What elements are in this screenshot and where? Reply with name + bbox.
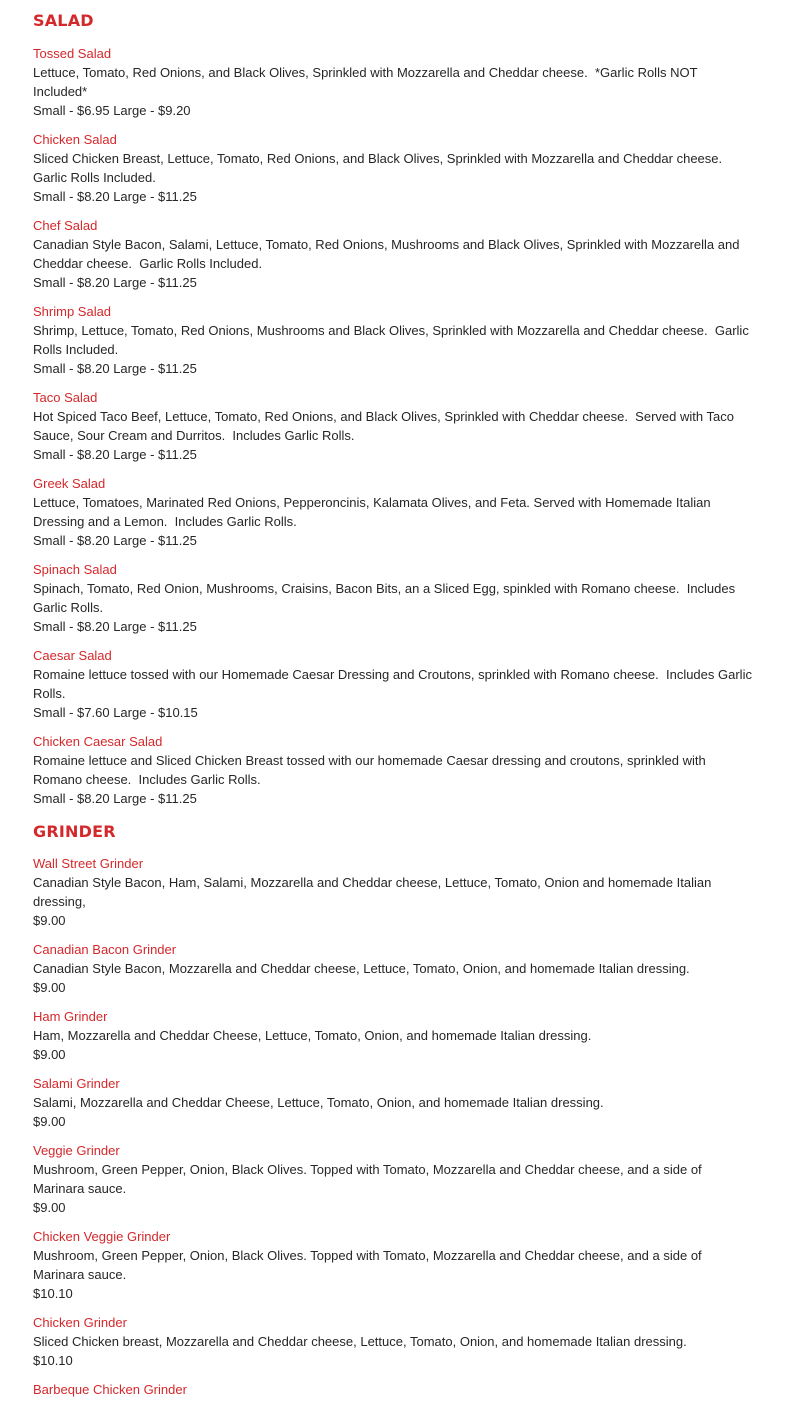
menu-item-name: Wall Street Grinder bbox=[33, 856, 144, 871]
menu-item-description: Canadian Style Bacon, Mozzarella and Cheddar cheese, Lettuce, Tomato, Onion, and homemade Italian dressing. bbox=[33, 961, 690, 976]
menu-item-name: Chicken Caesar Salad bbox=[33, 734, 163, 749]
menu-item-description: Lettuce, Tomatoes, Marinated Red Onions, Pepperoncinis, Kalamata Olives, and Feta. Served with Homemade Italian Dressing and a Lemon. Includes Garlic Rolls. bbox=[33, 495, 715, 529]
menu-item-price: $9.00 bbox=[33, 980, 66, 995]
menu-item-price: $10.10 bbox=[33, 1353, 73, 1368]
menu-item-price: Small - $8.20 Large - $11.25 bbox=[33, 619, 197, 634]
menu-item-name: Ham Grinder bbox=[33, 1009, 108, 1024]
menu-item-price: $9.00 bbox=[33, 1200, 66, 1215]
menu-item-name: Barbeque Chicken Grinder bbox=[33, 1382, 187, 1397]
menu-item-name: Greek Salad bbox=[33, 476, 106, 491]
menu-item bbox=[33, 560, 753, 636]
menu-item bbox=[33, 1007, 753, 1064]
menu-item bbox=[33, 388, 753, 464]
menu-item-description: Canadian Style Bacon, Ham, Salami, Mozzarella and Cheddar cheese, Lettuce, Tomato, Onion and homemade Italian dressing, bbox=[33, 875, 715, 909]
menu-item bbox=[33, 646, 756, 722]
menu-item-price: $9.00 bbox=[33, 1047, 66, 1062]
menu-item bbox=[33, 1313, 753, 1370]
menu-item-name: Veggie Grinder bbox=[33, 1143, 120, 1158]
section-title: GRINDER bbox=[33, 822, 116, 841]
menu-item-price: $10.10 bbox=[33, 1286, 73, 1301]
menu-item-description: Shrimp, Lettuce, Tomato, Red Onions, Mushrooms and Black Olives, Sprinkled with Mozzarella and Cheddar cheese. Garlic Rolls Included. bbox=[33, 323, 753, 357]
menu-item-price: Small - $8.20 Large - $11.25 bbox=[33, 447, 197, 462]
menu-item-price: Small - $8.20 Large - $11.25 bbox=[33, 361, 197, 376]
menu-item-price: Small - $8.20 Large - $11.25 bbox=[33, 189, 197, 204]
menu-item-description: Sliced Chicken breast, Mozzarella and Cheddar cheese, Lettuce, Tomato, Onion, and homemade Italian dressing. bbox=[33, 1334, 687, 1349]
menu-item bbox=[33, 854, 753, 930]
menu-item-name: Spinach Salad bbox=[33, 562, 117, 577]
menu-item bbox=[33, 1227, 753, 1303]
menu-item bbox=[33, 302, 753, 378]
menu-sections bbox=[33, 0, 756, 1399]
menu-item-description: Hot Spiced Taco Beef, Lettuce, Tomato, Red Onions, and Black Olives, Sprinkled with Cheddar cheese. Served with Taco Sauce, Sour Cream and Durritos. Includes Garlic Rolls. bbox=[33, 409, 738, 443]
menu-item bbox=[33, 732, 753, 808]
menu-item-price: $9.00 bbox=[33, 1114, 66, 1129]
menu-item-name: Taco Salad bbox=[33, 390, 98, 405]
menu-section-grinder bbox=[33, 822, 753, 1399]
menu-item-description: Romaine lettuce and Sliced Chicken Breast tossed with our homemade Caesar dressing and croutons, sprinkled with Romano cheese. Includes Garlic Rolls. bbox=[33, 753, 710, 787]
menu-item bbox=[33, 1380, 753, 1399]
menu-item-name: Shrimp Salad bbox=[33, 304, 112, 319]
menu-item-name: Caesar Salad bbox=[33, 648, 112, 663]
menu-item-name: Chicken Veggie Grinder bbox=[33, 1229, 171, 1244]
menu-item-name: Tossed Salad bbox=[33, 46, 112, 61]
menu-item bbox=[33, 44, 753, 120]
menu bbox=[33, 0, 756, 1409]
menu-item-price: Small - $8.20 Large - $11.25 bbox=[33, 275, 197, 290]
menu-item-description: Ham, Mozzarella and Cheddar Cheese, Lettuce, Tomato, Onion, and homemade Italian dressing. bbox=[33, 1028, 592, 1043]
menu-item bbox=[33, 216, 753, 292]
menu-item-description: Canadian Style Bacon, Salami, Lettuce, Tomato, Red Onions, Mushrooms and Black Olives, Sprinkled with Mozzarella and Cheddar cheese. Garlic Rolls Included. bbox=[33, 237, 744, 271]
menu-item-name: Canadian Bacon Grinder bbox=[33, 942, 177, 957]
menu-item-description: Salami, Mozzarella and Cheddar Cheese, Lettuce, Tomato, Onion, and homemade Italian dressing. bbox=[33, 1095, 604, 1110]
menu-item bbox=[33, 1074, 753, 1131]
section-title: SALAD bbox=[33, 11, 94, 30]
menu-item-name: Chicken Salad bbox=[33, 132, 117, 147]
menu-item-name: Chef Salad bbox=[33, 218, 98, 233]
menu-item-description: Spinach, Tomato, Red Onion, Mushrooms, Craisins, Bacon Bits, an a Sliced Egg, spinkled with Romano cheese. Includes Garlic Rolls. bbox=[33, 581, 739, 615]
menu-item bbox=[33, 1141, 753, 1217]
menu-item-description: Mushroom, Green Pepper, Onion, Black Olives. Topped with Tomato, Mozzarella and Cheddar cheese, and a side of Marinara sauce. bbox=[33, 1162, 706, 1196]
menu-item-name: Chicken Grinder bbox=[33, 1315, 127, 1330]
menu-item-description: Romaine lettuce tossed with our Homemade Caesar Dressing and Croutons, sprinkled with Romano cheese. Includes Garlic Rolls. bbox=[33, 667, 756, 701]
menu-item-description: Mushroom, Green Pepper, Onion, Black Olives. Topped with Tomato, Mozzarella and Cheddar cheese, and a side of Marinara sauce. bbox=[33, 1248, 706, 1282]
menu-item-price: $9.00 bbox=[33, 913, 66, 928]
menu-item bbox=[33, 474, 753, 550]
menu-item-description: Sliced Chicken Breast, Lettuce, Tomato, Red Onions, and Black Olives, Sprinkled with Mozzarella and Cheddar cheese. Garlic Rolls Included. bbox=[33, 151, 730, 185]
menu-item-price: Small - $8.20 Large - $11.25 bbox=[33, 791, 197, 806]
menu-item-description: Lettuce, Tomato, Red Onions, and Black Olives, Sprinkled with Mozzarella and Cheddar cheese. *Garlic Rolls NOT Included* bbox=[33, 65, 701, 99]
menu-item-price: Small - $6.95 Large - $9.20 bbox=[33, 103, 191, 118]
menu-item bbox=[33, 940, 753, 997]
menu-item-price: Small - $8.20 Large - $11.25 bbox=[33, 533, 197, 548]
menu-item bbox=[33, 130, 753, 206]
menu-section-salad bbox=[33, 0, 756, 808]
menu-item-price: Small - $7.60 Large - $10.15 bbox=[33, 705, 198, 720]
menu-item-name: Salami Grinder bbox=[33, 1076, 120, 1091]
